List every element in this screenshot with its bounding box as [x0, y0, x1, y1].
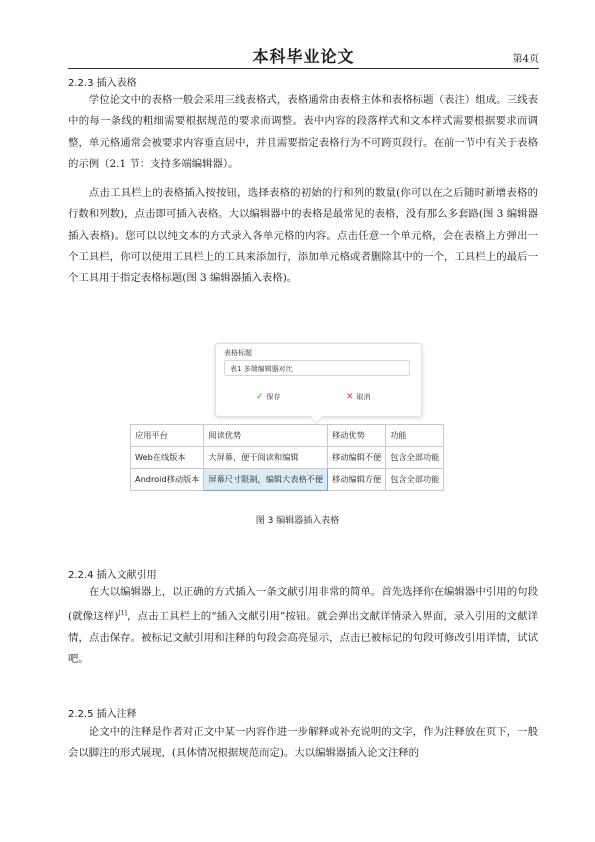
- table-row: [131, 447, 444, 469]
- paragraph: [68, 582, 538, 671]
- cancel-label: 取消: [356, 393, 371, 401]
- table-cell[interactable]: 移动编辑方便: [328, 469, 386, 491]
- paragraph-text: ，点击工具栏上的“插入文献引用”按钮。就会弹出文献详情录入界面，录入引用的文献详情，点击保存。被标记文献引用和注释的句段会高亮显示，点击已被标记的句段可修改引用详情，试试吧。: [68, 610, 539, 666]
- page-header: [68, 44, 539, 69]
- table-row: [131, 425, 444, 447]
- section-heading-2-2-5: 2.2.5 插入注释: [68, 709, 137, 720]
- close-icon: ✕: [346, 392, 354, 402]
- table-cell[interactable]: 包含全部功能: [386, 469, 444, 491]
- table-cell[interactable]: 包含全部功能: [386, 447, 444, 469]
- save-label: 保存: [266, 393, 281, 401]
- selected-table-cell[interactable]: 屏幕尺寸限制，编辑大表格不便: [204, 469, 328, 491]
- table-cell[interactable]: Web在线版本: [131, 447, 204, 469]
- table-cell[interactable]: 移动优势: [328, 425, 386, 447]
- paragraph: 点击工具栏上的表格插入按按钮，选择表格的初始的行和列的数量(你可以在之后随时新增表格的行数和列数)，点击即可插入表格。大以编辑器中的表格是最常见的表格，没有那么多套路(图 3 编辑器插入表格)。您可以以纯文本的方式录入各单元格的内容。点击任意一个单元格，会在表格上方弹出一个工具栏，你可以使用工具栏上的工具来添加行，添加单元格或者删除其中的一个，工具栏上的最后一个工具用于指定表格标题(图 3 编辑器插入表格)。: [68, 187, 538, 285]
- editor-table: [130, 424, 444, 491]
- page-number: 第4页: [512, 54, 539, 65]
- table-cell[interactable]: 大屏幕，便于阅读和编辑: [204, 447, 328, 469]
- table-title-input[interactable]: 表1 多端编辑器对比: [224, 360, 410, 376]
- table-cell[interactable]: Android移动版本: [131, 469, 204, 491]
- figure-caption: 图 3 编辑器插入表格: [255, 516, 340, 526]
- section-heading-2-2-3: 2.2.3 插入表格: [68, 78, 137, 89]
- table-cell[interactable]: 移动编辑不便: [328, 447, 386, 469]
- section-heading-2-2-4: 2.2.4 插入文献引用: [68, 570, 157, 581]
- table-cell[interactable]: 应用平台: [131, 425, 204, 447]
- table-cell[interactable]: 功能: [386, 425, 444, 447]
- check-icon: ✓: [256, 392, 264, 402]
- table-row: [131, 469, 444, 491]
- paragraph: 论文中的注释是作者对正文中某一内容作进一步解释或补充说明的文字，作为注释放在页下，一般会以脚注的形式展现，(具体情况根据规范而定)。大以编辑器插入论文注释的: [68, 726, 538, 760]
- cancel-button[interactable]: [346, 392, 371, 402]
- save-button[interactable]: [256, 392, 281, 402]
- popup-label: 表格标题: [224, 349, 252, 357]
- table-cell[interactable]: 阅读优势: [204, 425, 328, 447]
- table-caption-popup: [215, 343, 422, 417]
- thesis-title: 本科毕业论文: [252, 47, 355, 66]
- paragraph-text: 在大以编辑器上，以正确的方式插入一条文献引用非常的简单。首先选择你在编辑器中引用的句段(就像这样): [68, 586, 538, 623]
- citation-marker[interactable]: [1]: [118, 610, 127, 618]
- paragraph: 学位论文中的表格一般会采用三线表格式，表格通常由表格主体和表格标题（表注）组成。三线表中的每一条线的粗细需要根据规范的要求而调整。表中内容的段落样式和文本样式需要根据要求而调整，单元格通常会被要求内容垂直居中，并且需要指定表格行为不可跨页段行。在前一节中有关于表格的示例（2.1 节：支持多端编辑器）。: [68, 94, 538, 170]
